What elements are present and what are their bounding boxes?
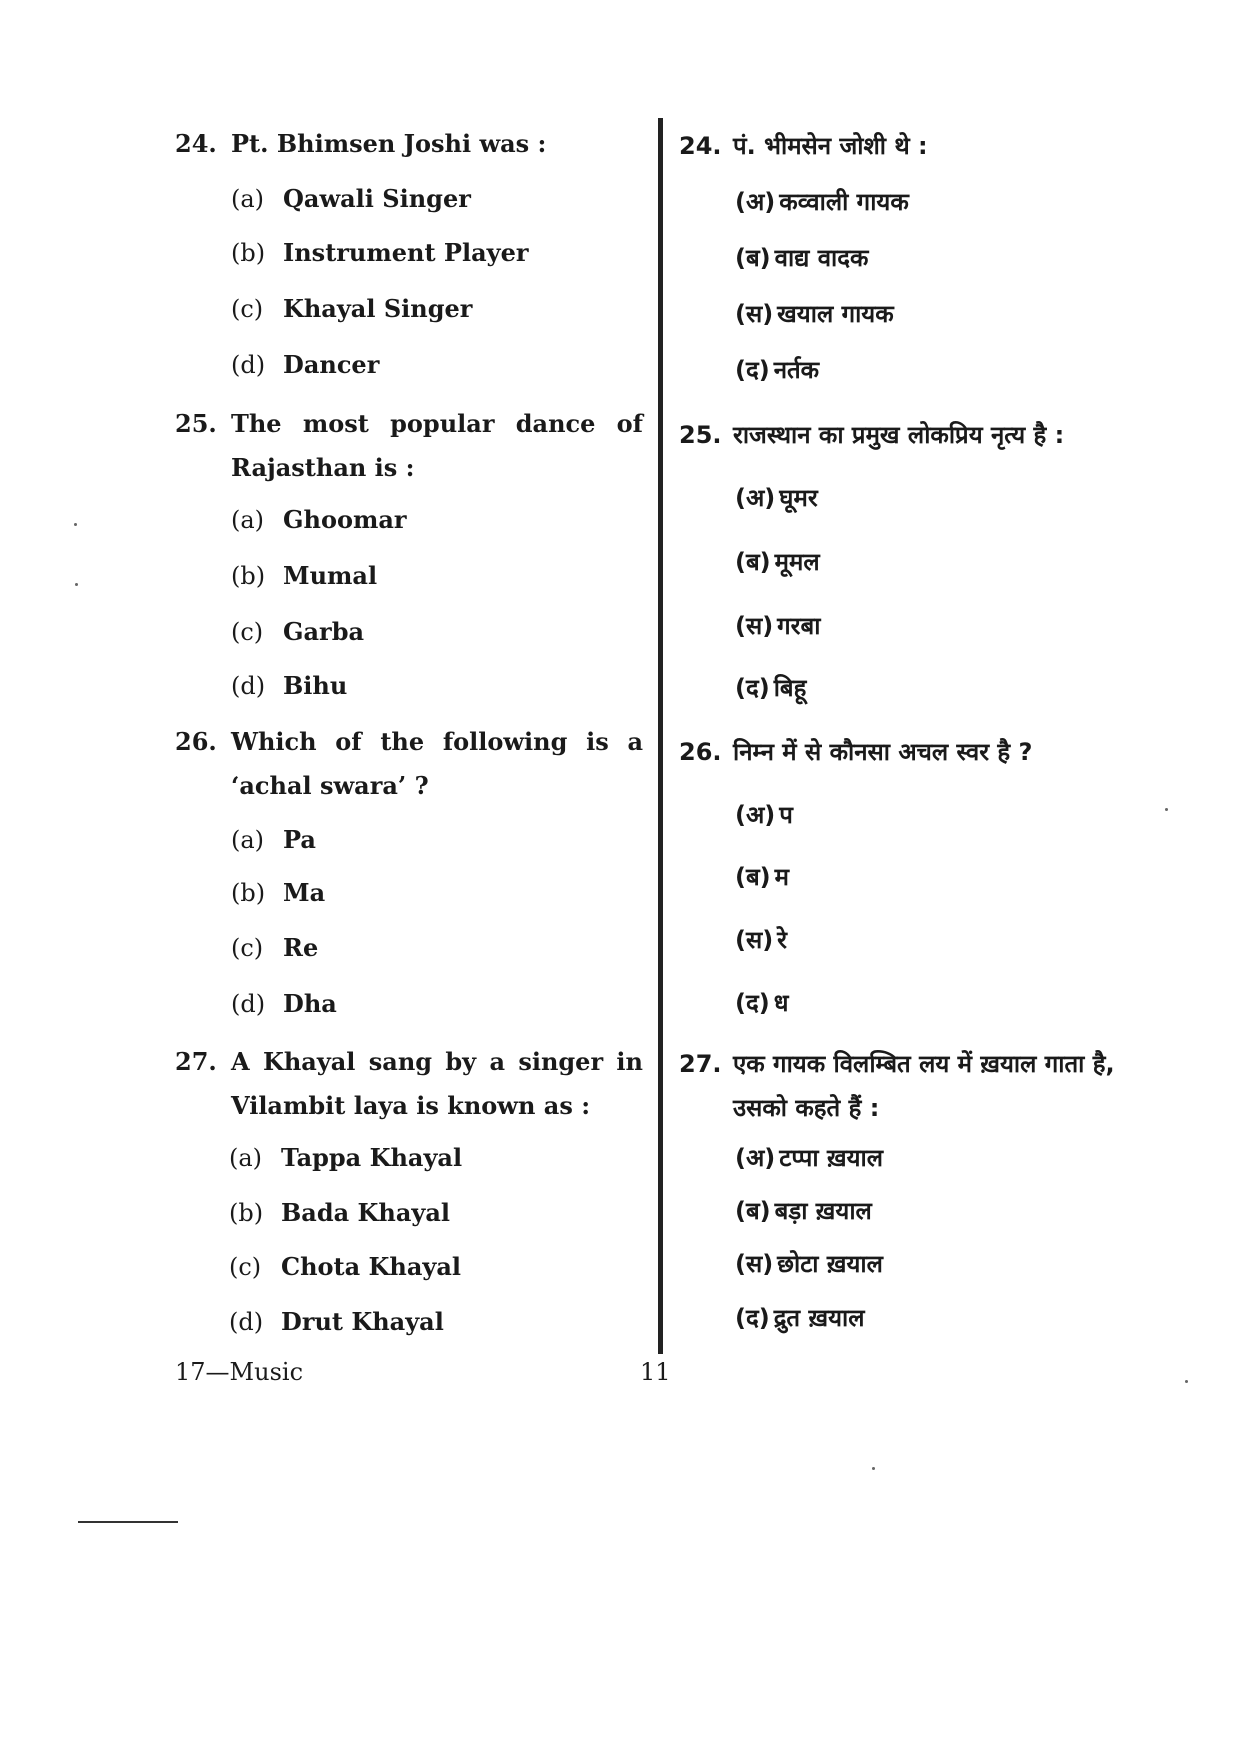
scan-speck xyxy=(1185,1380,1188,1383)
option-label: (b) xyxy=(231,239,266,267)
option-text: बिहू xyxy=(773,674,807,702)
question-number: 24. xyxy=(175,129,217,158)
option-c xyxy=(735,299,894,329)
option-text: Khayal Singer xyxy=(283,294,473,323)
option-text: बड़ा ख़याल xyxy=(774,1197,872,1225)
option-label: (स) xyxy=(735,300,774,328)
option-b xyxy=(231,878,325,908)
option-label: (अ) xyxy=(735,188,776,216)
question-text: एक गायक विलम्बित लय में ख़याल गाता है, उसको कहते हैं : xyxy=(733,1050,1115,1122)
option-label: (ब) xyxy=(735,863,771,891)
scan-speck xyxy=(872,1467,875,1470)
option-text: Drut Khayal xyxy=(281,1307,444,1336)
option-c xyxy=(735,1249,883,1279)
option-d xyxy=(735,673,806,703)
option-text: घूमर xyxy=(779,484,818,512)
option-label: (द) xyxy=(735,674,770,702)
question-text: Which of the following is a ‘achal swara’ ? xyxy=(231,727,643,800)
page-number: 11 xyxy=(640,1358,671,1386)
option-text: Ma xyxy=(283,878,326,907)
option-label: (c) xyxy=(231,295,264,323)
option-a xyxy=(735,1143,883,1173)
option-b xyxy=(735,862,789,892)
option-a xyxy=(735,187,909,217)
option-c xyxy=(231,933,318,963)
option-b xyxy=(231,238,529,268)
question-text: निम्न में से कौनसा अचल स्वर है ? xyxy=(733,738,1033,766)
option-label: (ब) xyxy=(735,1197,771,1225)
option-d xyxy=(229,1307,444,1337)
option-label: (a) xyxy=(231,185,265,213)
option-text: Bihu xyxy=(283,671,348,700)
option-label: (d) xyxy=(231,351,266,379)
question-text: The most popular dance of Rajasthan is : xyxy=(231,409,643,482)
option-text: Instrument Player xyxy=(283,238,529,267)
option-a xyxy=(231,825,316,855)
option-text: वाद्य वादक xyxy=(774,244,869,272)
option-label: (द) xyxy=(735,356,770,384)
option-b xyxy=(735,243,868,273)
option-text: Pa xyxy=(283,825,316,854)
option-text: मूमल xyxy=(774,548,820,576)
option-label: (अ) xyxy=(735,1144,776,1172)
option-d xyxy=(231,350,379,380)
option-text: Qawali Singer xyxy=(283,184,471,213)
option-label: (a) xyxy=(231,506,265,534)
option-label: (b) xyxy=(229,1199,264,1227)
question-number: 27. xyxy=(679,1050,722,1078)
column-divider xyxy=(658,118,663,1354)
option-text: Re xyxy=(283,933,319,962)
option-label: (a) xyxy=(229,1144,263,1172)
scan-speck xyxy=(75,583,78,586)
option-label: (b) xyxy=(231,879,266,907)
option-label: (स) xyxy=(735,926,774,954)
option-d xyxy=(231,989,337,1019)
option-text: द्रुत ख़याल xyxy=(773,1304,865,1332)
option-text: Bada Khayal xyxy=(281,1198,450,1227)
option-label: (स) xyxy=(735,1250,774,1278)
option-label: (अ) xyxy=(735,801,776,829)
option-d xyxy=(735,988,788,1018)
question-number: 26. xyxy=(175,727,217,756)
question-text: राजस्थान का प्रमुख लोकप्रिय नृत्य है : xyxy=(733,421,1065,449)
question-number: 26. xyxy=(679,738,722,766)
option-text: प xyxy=(779,801,793,829)
option-label: (ब) xyxy=(735,244,771,272)
question-text: पं. भीमसेन जोशी थे : xyxy=(733,132,928,160)
option-label: (d) xyxy=(229,1308,264,1336)
option-d xyxy=(231,671,347,701)
option-text: छोटा ख़याल xyxy=(777,1250,883,1278)
option-a xyxy=(735,483,818,513)
option-text: रे xyxy=(777,926,787,954)
option-label: (अ) xyxy=(735,484,776,512)
option-c xyxy=(231,294,472,324)
option-label: (d) xyxy=(231,990,266,1018)
option-label: (द) xyxy=(735,1304,770,1332)
option-text: Tappa Khayal xyxy=(281,1143,463,1172)
option-label: (d) xyxy=(231,672,266,700)
option-label: (ब) xyxy=(735,548,771,576)
option-a xyxy=(735,800,793,830)
question-number: 25. xyxy=(679,421,722,449)
option-a xyxy=(231,184,471,214)
option-a xyxy=(229,1143,462,1173)
option-c xyxy=(735,611,820,641)
option-text: Dha xyxy=(283,989,337,1018)
option-label: (द) xyxy=(735,989,770,1017)
option-text: Garba xyxy=(283,617,365,646)
footer-subject: 17—Music xyxy=(175,1358,304,1386)
option-d xyxy=(735,1303,865,1333)
option-text: कव्वाली गायक xyxy=(779,188,909,216)
question-number: 24. xyxy=(679,132,722,160)
option-text: Dancer xyxy=(283,350,380,379)
question-number: 27. xyxy=(175,1047,217,1076)
option-b xyxy=(735,547,820,577)
option-label: (c) xyxy=(229,1253,262,1281)
option-text: ध xyxy=(773,989,789,1017)
question-text: Pt. Bhimsen Joshi was : xyxy=(231,129,547,158)
question-text: A Khayal sang by a singer in Vilambit laya is known as : xyxy=(231,1047,643,1120)
option-c xyxy=(735,925,787,955)
option-a xyxy=(231,505,407,535)
option-c xyxy=(229,1252,461,1282)
option-label: (a) xyxy=(231,826,265,854)
option-text: टप्पा ख़याल xyxy=(779,1144,884,1172)
question-number: 25. xyxy=(175,409,217,438)
option-d xyxy=(735,355,819,385)
option-text: म xyxy=(774,863,790,891)
option-b xyxy=(735,1196,872,1226)
option-text: खयाल गायक xyxy=(777,300,894,328)
option-b xyxy=(229,1198,450,1228)
scan-speck xyxy=(1165,808,1168,811)
option-text: नर्तक xyxy=(773,356,820,384)
scan-mark xyxy=(78,1521,178,1523)
option-text: Ghoomar xyxy=(283,505,407,534)
option-text: Mumal xyxy=(283,561,378,590)
option-label: (c) xyxy=(231,618,264,646)
option-label: (स) xyxy=(735,612,774,640)
option-label: (c) xyxy=(231,934,264,962)
option-c xyxy=(231,617,364,647)
option-b xyxy=(231,561,377,591)
scan-speck xyxy=(74,523,77,526)
option-text: गरबा xyxy=(777,612,821,640)
option-text: Chota Khayal xyxy=(281,1252,462,1281)
option-label: (b) xyxy=(231,562,266,590)
